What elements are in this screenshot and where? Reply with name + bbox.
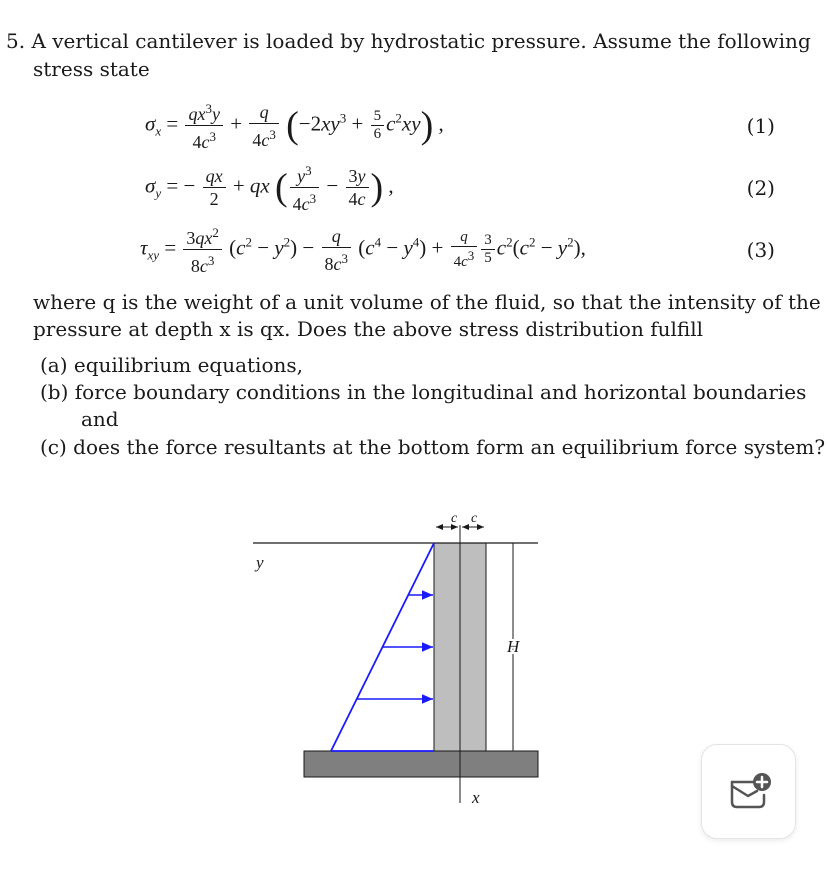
label-c-right: c xyxy=(471,511,478,526)
item-label: (a) xyxy=(40,353,68,377)
item-label: (b) xyxy=(40,380,69,404)
label-c-left: c xyxy=(451,511,458,526)
item-label: (c) xyxy=(40,435,67,459)
add-to-collection-button[interactable] xyxy=(701,744,796,839)
equation-tau-xy: $\tau_{xy}$ = $\frac{3qx^2}{8c^3}$ $(c^2 - y^2)$ − $\frac{q}{8c^3}$ $(c^4 - y^4)$ + $\frac{q}{4c^3}$ $\frac{3}{5}$ $c^2(c^2 - y^2)$, xyxy=(140,222,586,277)
add-to-collection-icon xyxy=(702,745,795,838)
item-text: force boundary conditions in the longitudinal and horizontal boundaries xyxy=(74,380,807,404)
item-text: does the force resultants at the bottom form an equilibrium force system? xyxy=(73,435,826,459)
where-text-2: pressure at depth x is qx. Does the above stress distribution fulfill xyxy=(33,317,703,341)
problem-intro-2: stress state xyxy=(33,57,150,81)
equation-number-1: (1) xyxy=(746,114,775,138)
list-item-b-cont: and xyxy=(81,407,119,431)
label-H: H xyxy=(507,637,520,656)
equation-sigma-x: $\sigma_x$ = $\frac{qx^3y}{4c^3}$ + $\frac{q}{4c^3}$ ($-2xy^3$ + $\frac{5}{6}$ $c^2xy$) , xyxy=(145,98,444,153)
ground-base xyxy=(304,751,538,777)
equation-sigma-y: $\sigma_y$ = − $\frac{qx}{2}$ + qx ( $\frac{y^3}{4c^3}$ − $\frac{3y}{4c}$ ) , xyxy=(145,160,394,215)
label-y: y xyxy=(256,553,264,572)
equation-number-3: (3) xyxy=(746,238,775,262)
problem-intro: A vertical cantilever is loaded by hydrostatic pressure. Assume the following xyxy=(31,29,811,53)
equation-number-2: (2) xyxy=(746,176,775,200)
item-text: equilibrium equations, xyxy=(73,353,303,377)
label-x: x xyxy=(472,788,480,807)
problem-number: 5. xyxy=(6,29,26,53)
where-text-1: where q is the weight of a unit volume of the fluid, so that the intensity of the xyxy=(33,290,821,314)
